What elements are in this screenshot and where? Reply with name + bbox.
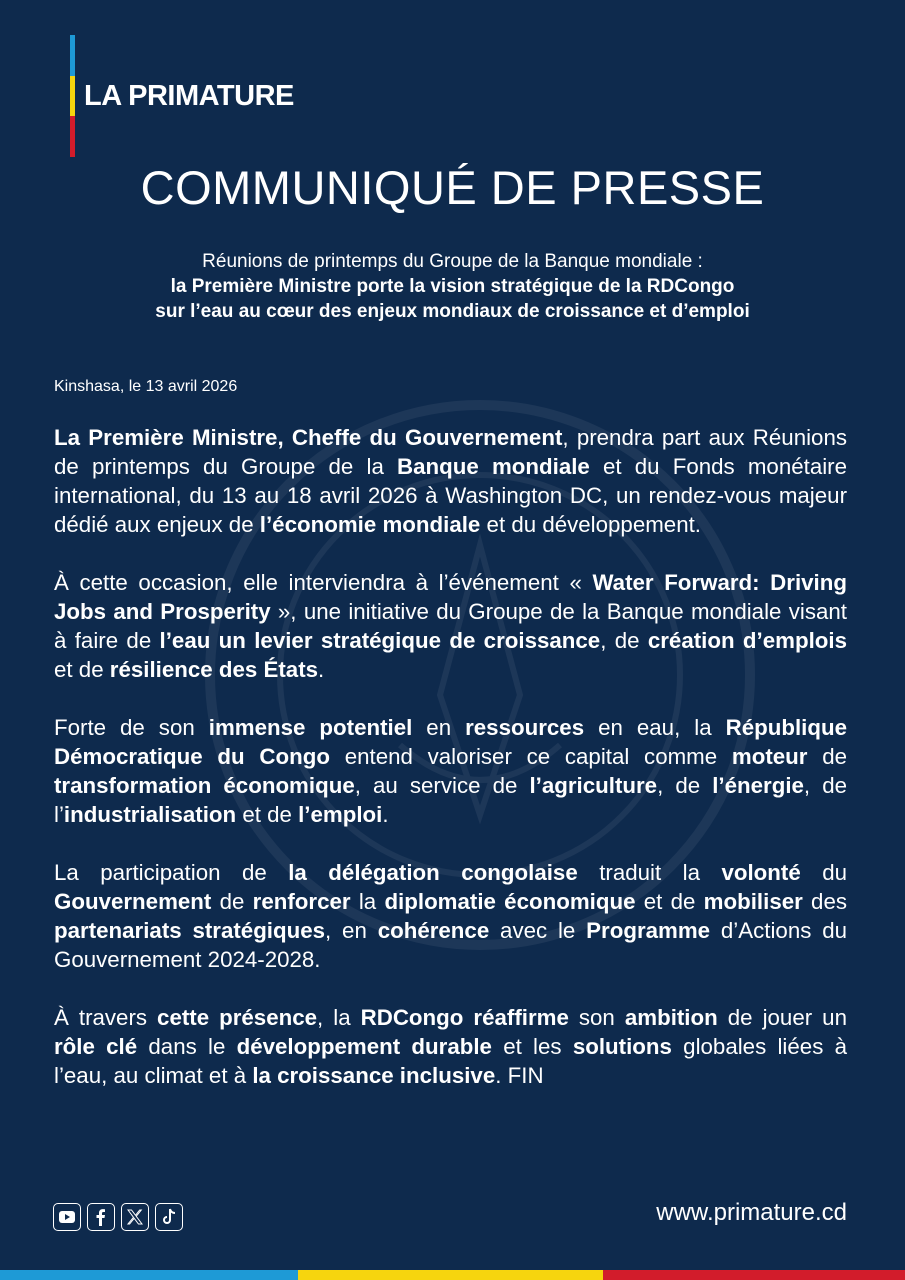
text: traduit la [577,860,722,885]
flag-yellow-segment [70,76,75,116]
emphasis: cohérence [377,918,490,943]
emphasis: industrialisation [63,802,237,827]
text: d’Actions du Gouvernement 2024-2028. [54,918,847,972]
emphasis: La Première Ministre, Cheffe du Gouvernement [54,425,563,450]
emphasis: développement durable [236,1034,492,1059]
emphasis: volonté [721,860,801,885]
dateline: Kinshasa, le 13 avril 2026 [54,378,238,395]
text: . FIN [495,1063,544,1088]
brand-flag-bar [70,35,75,157]
emphasis: ambition [624,1005,718,1030]
flag-red-segment [70,116,75,157]
emphasis: immense potentiel [208,715,413,740]
text: et de [635,889,704,914]
emphasis: Water Forward: Driving Jobs and Prosperity [54,570,847,624]
emphasis: création d’emplois [647,628,847,653]
emphasis: République Démocratique du Congo [54,715,847,769]
strip-blue [0,1270,298,1280]
text: avec le [489,918,587,943]
emphasis: l’agriculture [529,773,658,798]
text: de [211,889,253,914]
text: , prendra part aux Réunions de printemps du Groupe de la [54,425,848,479]
press-body [54,423,847,1119]
emphasis: transformation économique [54,773,355,798]
subtitle [40,249,865,324]
page-title: COMMUNIQUÉ DE PRESSE [140,161,765,214]
paragraph-5 [54,1003,847,1090]
text: de [807,744,847,769]
text: Forte de son [54,715,209,740]
text: et les [491,1034,573,1059]
text: », une initiative du Groupe de la Banque mondiale visant à faire de [54,599,847,653]
text: . [318,657,325,682]
emphasis: RDCongo réaffirme [360,1005,569,1030]
subtitle-line-2: la Première Ministre porte la vision stratégique de la RDCongo [170,276,735,297]
emphasis: l’emploi [298,802,383,827]
x-icon[interactable] [121,1203,149,1231]
text: en [412,715,466,740]
text: et de [236,802,299,827]
text: et du Fonds monétaire international, du 13 au 18 avril 2026 à Washington DC, un rendez-vous majeur dédié aux enjeux de [54,454,847,537]
text: À cette occasion, elle interviendra à l’événement « [54,570,593,595]
facebook-icon[interactable] [87,1203,115,1231]
emphasis: la délégation congolaise [288,860,578,885]
website-link[interactable]: www.primature.cd [656,1199,847,1226]
subtitle-line-3: sur l’eau au cœur des enjeux mondiaux de croissance et d’emploi [155,301,750,322]
paragraph-1 [54,423,847,539]
paragraph-2 [54,568,847,684]
emphasis: diplomatie économique [384,889,636,914]
emphasis: partenariats stratégiques [54,918,326,943]
text: La participation de [54,860,289,885]
tiktok-icon[interactable] [155,1203,183,1231]
strip-red [603,1270,905,1280]
text: en eau, la [584,715,726,740]
emphasis: solutions [572,1034,672,1059]
text: , de [600,628,648,653]
bottom-flag-strip [0,1270,905,1280]
youtube-icon[interactable] [53,1203,81,1231]
flag-blue-segment [70,35,75,76]
text: et du développement. [480,512,701,537]
text: son [568,1005,625,1030]
emphasis: rôle clé [54,1034,138,1059]
text: la [350,889,385,914]
subtitle-line-1: Réunions de printemps du Groupe de la Banque mondiale : [202,251,703,272]
text: entend valoriser ce capital comme [329,744,732,769]
emphasis: l’économie mondiale [259,512,481,537]
brand-name: LA PRIMATURE [84,80,294,112]
text: , en [325,918,378,943]
text: . [382,802,389,827]
social-links [53,1203,183,1231]
emphasis: mobiliser [703,889,803,914]
text: des [802,889,848,914]
text: À travers [54,1005,158,1030]
text: globales liées à l’eau, au climat et à [54,1034,847,1088]
emphasis: Programme [586,918,711,943]
emphasis: renforcer [252,889,351,914]
emphasis: Gouvernement [54,889,212,914]
emphasis: résilience des États [109,657,319,682]
emphasis: l’eau un levier stratégique de croissance [159,628,601,653]
text: , la [317,1005,361,1030]
text: , de [657,773,713,798]
text: , de l’ [54,773,847,827]
paragraph-3 [54,713,847,829]
text: du [800,860,847,885]
text: et de [54,657,110,682]
emphasis: la croissance inclusive [252,1063,496,1088]
emphasis: cette présence [157,1005,318,1030]
text: de jouer un [717,1005,847,1030]
emphasis: ressources [465,715,585,740]
paragraph-4 [54,858,847,974]
emphasis: moteur [731,744,808,769]
emphasis: l’énergie [712,773,804,798]
text: dans le [137,1034,237,1059]
text: , au service de [354,773,530,798]
strip-yellow [298,1270,603,1280]
emphasis: Banque mondiale [397,454,590,479]
